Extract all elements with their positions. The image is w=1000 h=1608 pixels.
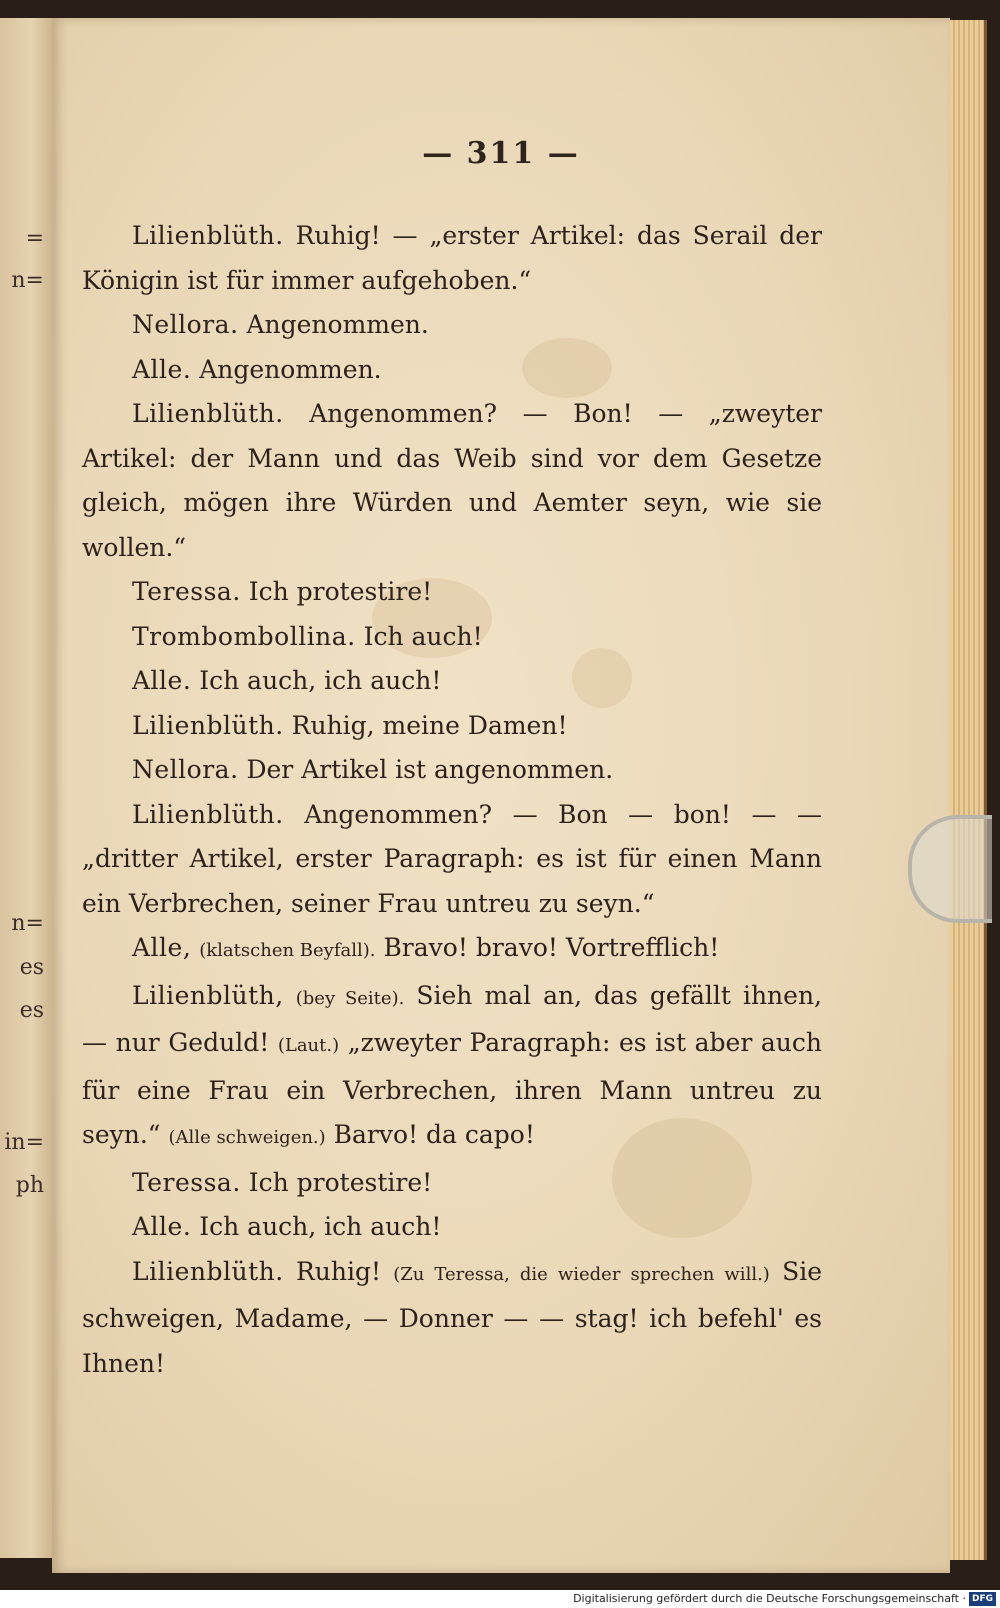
stage-direction: (bey Seite). — [295, 987, 405, 1009]
left-page-fragment: ph — [15, 1173, 44, 1198]
body-text — [82, 214, 822, 1386]
left-page-edge — [0, 18, 54, 1558]
dialogue-paragraph — [82, 926, 822, 974]
speaker-name: Trombombollina. — [132, 621, 356, 651]
digitization-credit — [0, 1590, 1000, 1608]
dialogue-text: Ich auch, ich auch! — [199, 666, 442, 695]
speaker-name: Alle, — [132, 933, 192, 962]
dialogue-text: Barvo! da capo! — [333, 1120, 535, 1149]
speaker-name: Nellora. — [132, 755, 239, 784]
stage-direction: (klatschen Beyfall). — [199, 940, 376, 961]
dialogue-text: Angenommen? — Bon! — „zweyter Artikel: der Mann und das Weib sind vor dem Gesetze gleich, mögen ihre Würden und Aemter seyn, wie sie wollen.“ — [82, 399, 822, 562]
dialogue-text: Der Artikel ist angenommen. — [246, 755, 614, 784]
speaker-name: Teressa. — [132, 577, 241, 606]
dialogue-paragraph — [82, 1205, 822, 1250]
dialogue-text: Bravo! bravo! Vortrefflich! — [383, 933, 720, 962]
dialogue-text: Angenommen. — [199, 354, 382, 384]
speaker-name: Teressa. — [132, 1167, 241, 1197]
speaker-name: Alle. — [132, 1212, 192, 1241]
credit-text: Digitalisierung gefördert durch die Deutsche Forschungsgemeinschaft · — [573, 1592, 966, 1605]
stage-direction: (Alle schweigen.) — [168, 1127, 326, 1148]
speaker-name: Alle. — [132, 354, 192, 384]
dialogue-text: Ruhig! — „erster Artikel: das Serail der Königin ist für immer aufgehoben.“ — [82, 221, 823, 295]
dialogue-paragraph — [82, 303, 822, 348]
speaker-name: Lilienblüth, — [132, 980, 284, 1010]
dialogue-paragraph — [82, 615, 822, 660]
speaker-name: Nellora. — [132, 310, 239, 339]
dialogue-paragraph — [82, 748, 822, 793]
dialogue-text: Ich protestire! — [248, 577, 433, 606]
dialogue-text: Ich auch, ich auch! — [199, 1212, 442, 1241]
speaker-name: Lilienblüth. — [132, 399, 284, 428]
dialogue-paragraph — [82, 348, 822, 393]
dialogue-paragraph — [82, 392, 822, 570]
dfg-logo-icon: DFG — [969, 1592, 996, 1606]
left-page-fragment: in= — [4, 1130, 44, 1155]
dialogue-paragraph — [82, 793, 822, 927]
left-page-fragment: n= — [11, 268, 44, 293]
left-page-fragment: es — [19, 998, 44, 1023]
dialogue-paragraph — [82, 974, 822, 1161]
dialogue-text: Ich protestire! — [248, 1167, 433, 1197]
left-page-fragment: es — [19, 955, 44, 980]
speaker-name: Lilienblüth. — [132, 710, 284, 740]
dialogue-text: „zweyter Paragraph: es ist aber auch für eine Frau ein Verbrechen, ihren Mann untreu zu seyn.“ — [82, 1028, 822, 1149]
dialogue-paragraph — [82, 704, 822, 749]
dialogue-paragraph — [82, 659, 822, 704]
speaker-name: Lilienblüth. — [132, 1256, 284, 1286]
stage-direction: (Laut.) — [277, 1035, 340, 1056]
dialogue-text: Sieh mal an, das gefällt ihnen, — nur Geduld! — [82, 980, 823, 1057]
page-clip — [908, 815, 992, 923]
dialogue-text: Angenommen? — Bon — bon! — — „dritter Artikel, erster Paragraph: es ist für einen Mann ein Verbrechen, seiner Frau untreu zu seyn.“ — [82, 799, 822, 918]
left-page-fragment: = — [25, 226, 44, 251]
stage-direction: (Zu Teressa, die wieder sprechen will.) — [393, 1263, 770, 1285]
dialogue-paragraph — [82, 1161, 822, 1206]
dialogue-text: Angenommen. — [246, 310, 429, 339]
book-page — [52, 18, 950, 1573]
left-page-fragment: n= — [11, 911, 44, 936]
dialogue-text: Ruhig, meine Damen! — [291, 710, 568, 740]
dialogue-paragraph — [82, 214, 822, 303]
dialogue-text: Ich auch! — [363, 621, 483, 651]
speaker-name: Lilienblüth. — [132, 221, 284, 250]
dialogue-text: Ruhig! — [295, 1256, 382, 1286]
speaker-name: Lilienblüth. — [132, 799, 284, 829]
dialogue-paragraph — [82, 570, 822, 615]
speaker-name: Alle. — [132, 666, 192, 695]
page-number: — 311 — — [422, 136, 580, 171]
dialogue-text: Sie schweigen, Madame, — Donner — — stag! ich befehl' es Ihnen! — [82, 1256, 822, 1378]
dialogue-paragraph — [82, 1250, 822, 1387]
page-block-edges — [950, 20, 987, 1560]
